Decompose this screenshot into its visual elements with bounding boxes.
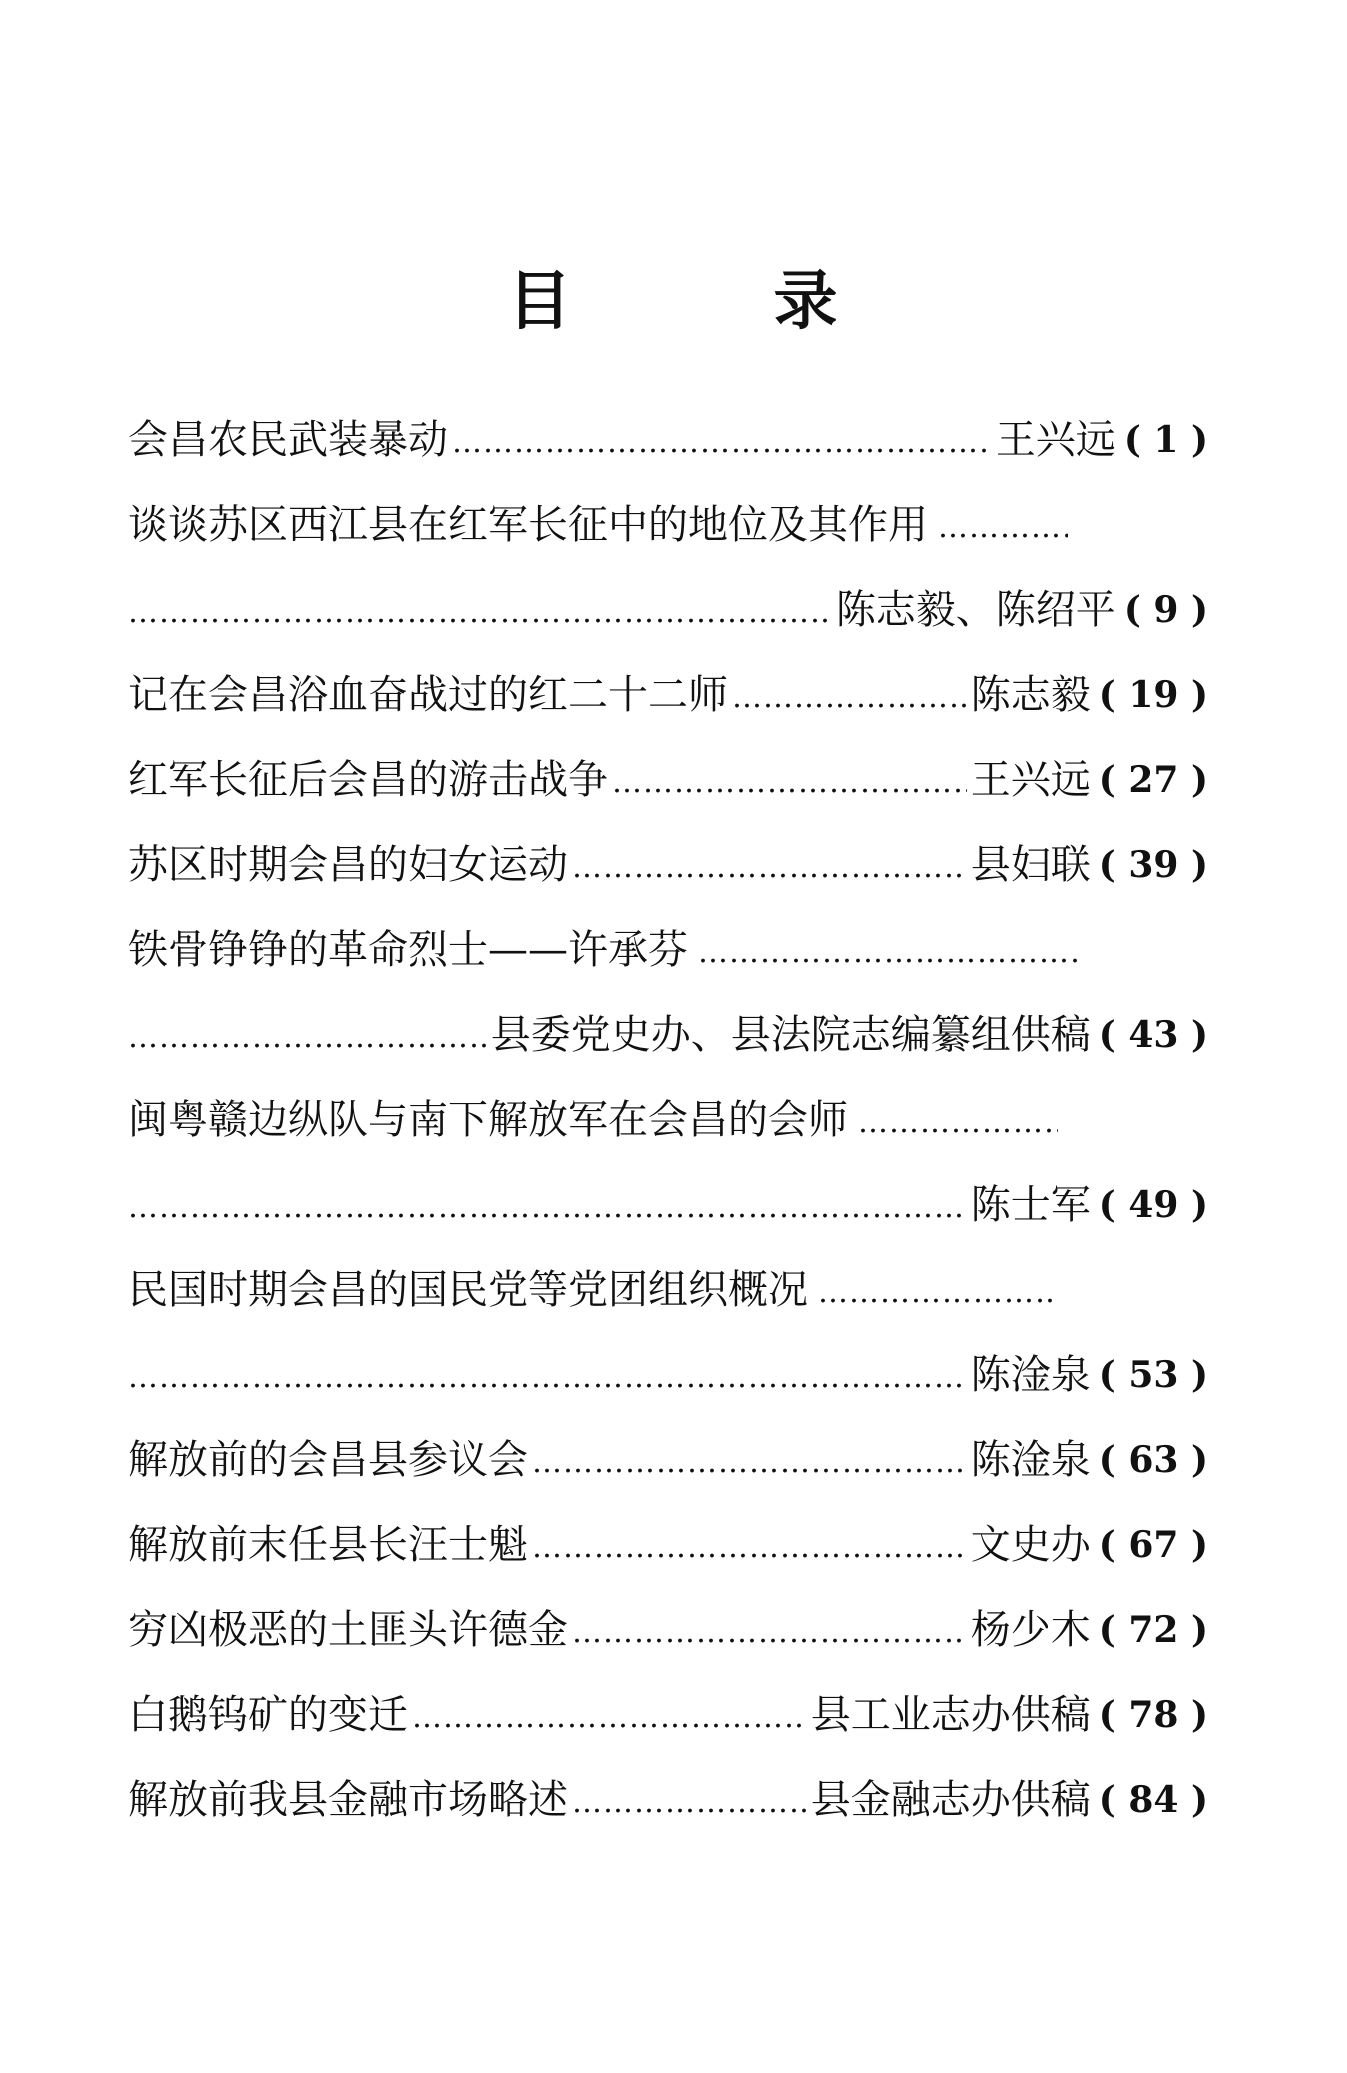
entry-page: ( 78 )	[1098, 1694, 1208, 1736]
toc-entry[interactable]	[128, 410, 1208, 470]
leader-dots	[612, 750, 967, 810]
entry-author: 县妇联	[970, 842, 1091, 888]
entry-title: 闽粤赣边纵队与南下解放军在会昌的会师	[128, 1097, 848, 1143]
entry-title: 解放前的会昌县参议会	[128, 1437, 528, 1483]
entry-page: ( 72 )	[1098, 1609, 1208, 1651]
toc-entry[interactable]	[128, 1090, 1208, 1150]
entry-page: ( 67 )	[1098, 1524, 1208, 1566]
leader-dots	[532, 1430, 967, 1490]
toc-entry[interactable]	[128, 835, 1208, 895]
toc-entry[interactable]	[128, 495, 1208, 555]
entry-author: 陈志毅	[970, 672, 1091, 718]
entry-title: 会昌农民武装暴动	[128, 417, 448, 463]
entry-page: ( 49 )	[1098, 1184, 1208, 1226]
toc-entry[interactable]	[128, 1260, 1208, 1320]
leader-dots	[858, 1090, 1058, 1150]
toc-entry[interactable]	[128, 1770, 1208, 1830]
leader-dots	[572, 835, 967, 895]
entry-title: 苏区时期会昌的妇女运动	[128, 842, 568, 888]
leader-dots	[532, 1515, 967, 1575]
entry-author: 陈志毅、陈绍平	[835, 587, 1116, 633]
entry-title: 民国时期会昌的国民党等党团组织概况	[128, 1267, 808, 1313]
toc-entry-continuation[interactable]	[128, 1005, 1208, 1065]
page-title	[0, 250, 1347, 342]
entry-author: 县金融志办供稿	[810, 1777, 1091, 1823]
entry-page: ( 84 )	[1098, 1779, 1208, 1821]
title-char-2: 录	[773, 264, 840, 339]
entry-title: 解放前末任县长汪士魁	[128, 1522, 528, 1568]
toc-entry[interactable]	[128, 750, 1208, 810]
leader-dots	[818, 1260, 1058, 1320]
leader-dots	[698, 920, 1078, 980]
entry-page: ( 9 )	[1123, 589, 1208, 631]
toc-entry[interactable]	[128, 920, 1208, 980]
entry-page: ( 27 )	[1098, 759, 1208, 801]
entry-author: 县工业志办供稿	[810, 1692, 1091, 1738]
leader-dots	[572, 1770, 807, 1830]
entry-author: 文史办	[970, 1522, 1091, 1568]
entry-title: 解放前我县金融市场略述	[128, 1777, 568, 1823]
entry-author: 王兴远	[995, 417, 1116, 463]
leader-dots	[128, 1345, 967, 1405]
entry-title: 谈谈苏区西江县在红军长征中的地位及其作用	[128, 502, 928, 548]
entry-page: ( 43 )	[1098, 1014, 1208, 1056]
toc-entry-continuation[interactable]	[128, 1175, 1208, 1235]
toc-entry[interactable]	[128, 1430, 1208, 1490]
entry-page: ( 63 )	[1098, 1439, 1208, 1481]
leader-dots	[128, 580, 832, 640]
entry-author: 陈淦泉	[970, 1437, 1091, 1483]
toc-entry-continuation[interactable]	[128, 580, 1208, 640]
toc-entry[interactable]	[128, 665, 1208, 725]
title-char-1: 目	[507, 264, 574, 339]
leader-dots	[572, 1600, 967, 1660]
leader-dots	[128, 1175, 967, 1235]
entry-author: 陈士军	[970, 1182, 1091, 1228]
entry-author: 陈淦泉	[970, 1352, 1091, 1398]
entry-title: 红军长征后会昌的游击战争	[128, 757, 608, 803]
entry-title: 白鹅钨矿的变迁	[128, 1692, 408, 1738]
entry-author: 王兴远	[970, 757, 1091, 803]
toc-entry[interactable]	[128, 1600, 1208, 1660]
entry-title: 记在会昌浴血奋战过的红二十二师	[128, 672, 728, 718]
toc-entry[interactable]	[128, 1515, 1208, 1575]
entry-author: 县委党史办、县法院志编纂组供稿	[490, 1012, 1091, 1058]
leader-dots	[128, 1005, 487, 1065]
toc-entry-continuation[interactable]	[128, 1345, 1208, 1405]
entry-title: 铁骨铮铮的革命烈士——许承芬	[128, 927, 688, 973]
leader-dots	[938, 495, 1068, 555]
leader-dots	[452, 410, 992, 470]
entry-title: 穷凶极恶的土匪头许德金	[128, 1607, 568, 1653]
entry-author: 杨少木	[970, 1607, 1091, 1653]
entry-page: ( 19 )	[1098, 674, 1208, 716]
entry-page: ( 53 )	[1098, 1354, 1208, 1396]
leader-dots	[732, 665, 967, 725]
entry-page: ( 39 )	[1098, 844, 1208, 886]
entry-page: ( 1 )	[1123, 419, 1208, 461]
toc-entry[interactable]	[128, 1685, 1208, 1745]
leader-dots	[412, 1685, 807, 1745]
